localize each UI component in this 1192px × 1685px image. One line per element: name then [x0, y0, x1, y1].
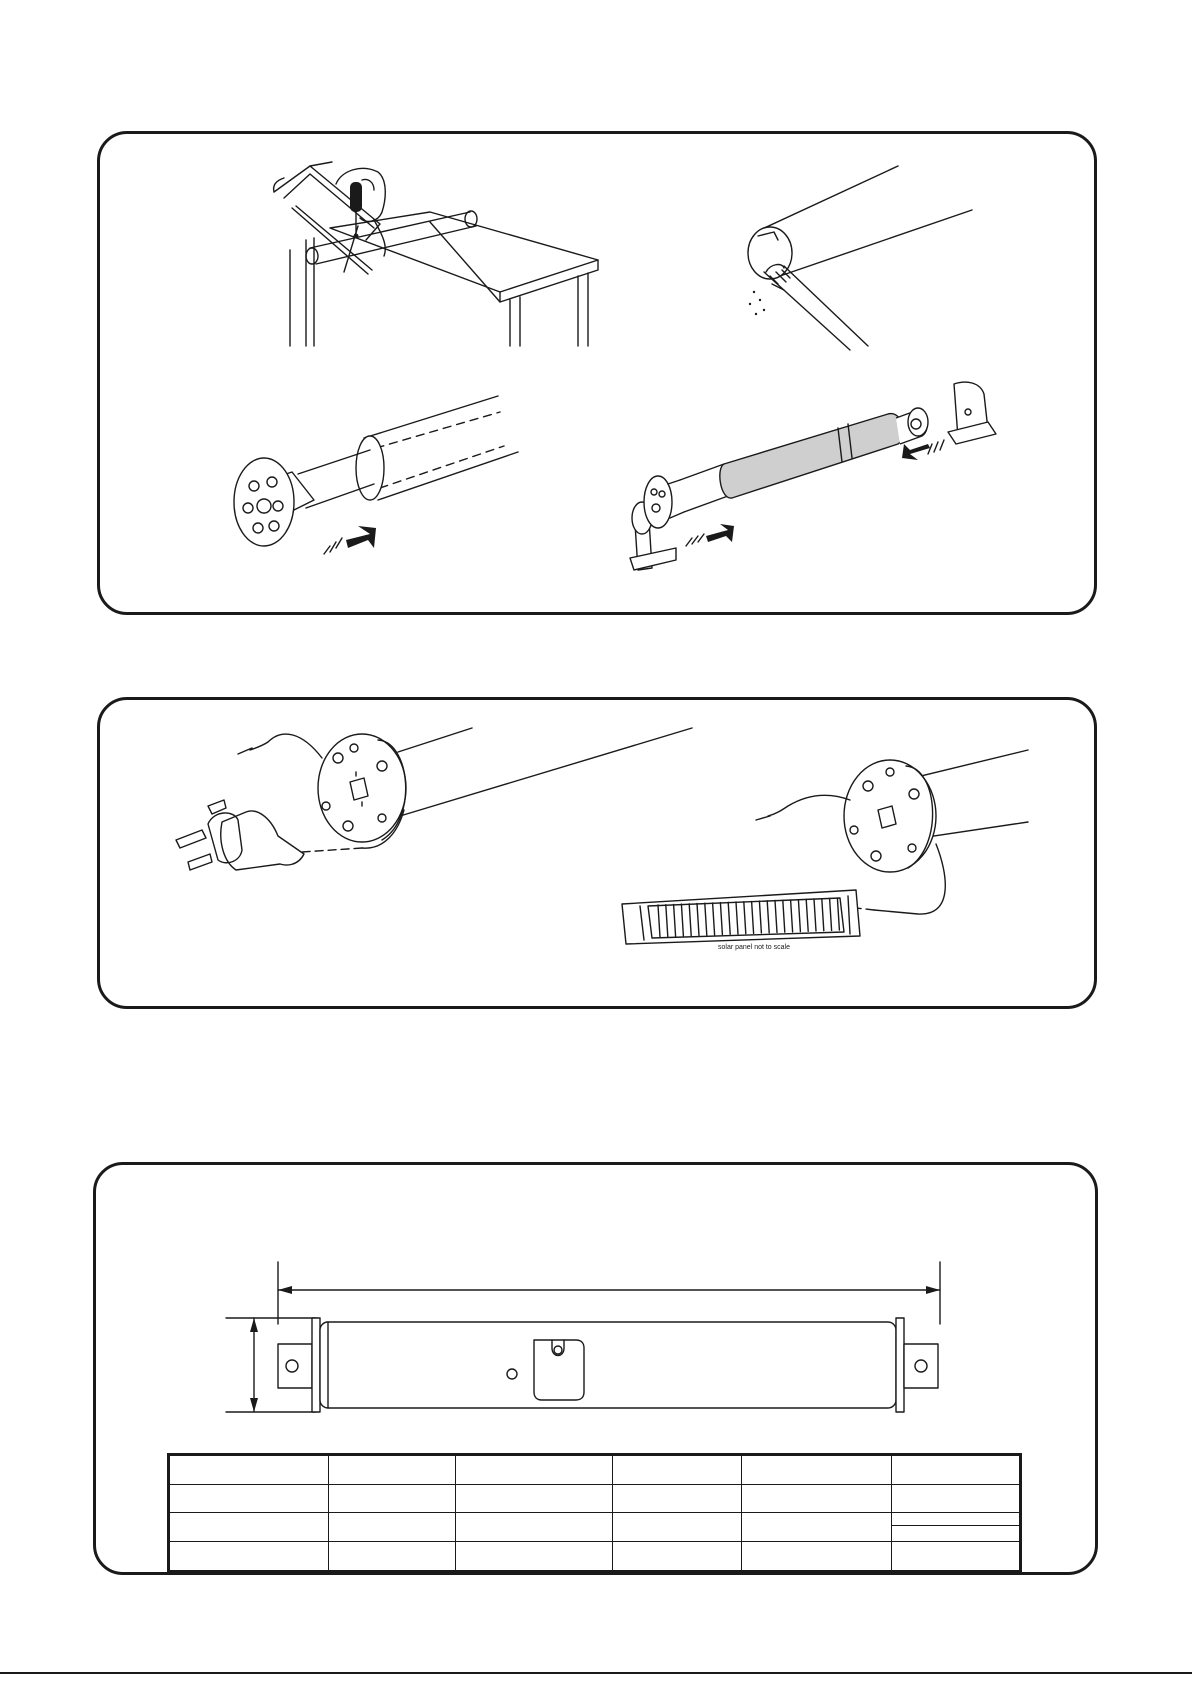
- table-cell: [613, 1513, 742, 1542]
- table-cell: [742, 1513, 892, 1542]
- drill-tube-end-illustration: [740, 160, 980, 355]
- table-cell: [892, 1484, 1021, 1513]
- table-cell: [613, 1484, 742, 1513]
- motor-bracket-assembly-illustration: [628, 378, 1008, 573]
- table-cell: [892, 1542, 1021, 1572]
- plug-adapter-wiring-illustration: [172, 722, 692, 902]
- solar-panel-wiring-illustration: [618, 744, 1033, 954]
- table-row: [169, 1513, 1021, 1542]
- motor-insertion-illustration: [228, 390, 538, 565]
- table-cell: [456, 1513, 613, 1542]
- table-cell: [329, 1542, 456, 1572]
- table-cell: [329, 1455, 456, 1485]
- table-cell: [169, 1455, 329, 1485]
- motor-dimension-drawing: [220, 1260, 950, 1420]
- motor-spec-table: [167, 1453, 1022, 1573]
- saw-cutting-tube-illustration: [270, 160, 610, 350]
- table-cell: [892, 1513, 1021, 1542]
- table-row: [169, 1455, 1021, 1485]
- table-cell: [456, 1542, 613, 1572]
- table-cell: [456, 1484, 613, 1513]
- table-cell: [742, 1484, 892, 1513]
- table-cell: [742, 1455, 892, 1485]
- table-cell: [613, 1455, 742, 1485]
- table-cell: [892, 1455, 1021, 1485]
- table-cell: [169, 1513, 329, 1542]
- table-cell: [613, 1542, 742, 1572]
- page-bottom-rule: [0, 1672, 1192, 1674]
- table-row: [169, 1484, 1021, 1513]
- table-cell: [456, 1455, 613, 1485]
- table-cell: [169, 1484, 329, 1513]
- solar-scale-caption: solar panel not to scale: [718, 944, 790, 951]
- table-cell: [329, 1484, 456, 1513]
- table-cell: [169, 1542, 329, 1572]
- table-cell: [742, 1542, 892, 1572]
- table-row: [169, 1542, 1021, 1572]
- table-cell: [329, 1513, 456, 1542]
